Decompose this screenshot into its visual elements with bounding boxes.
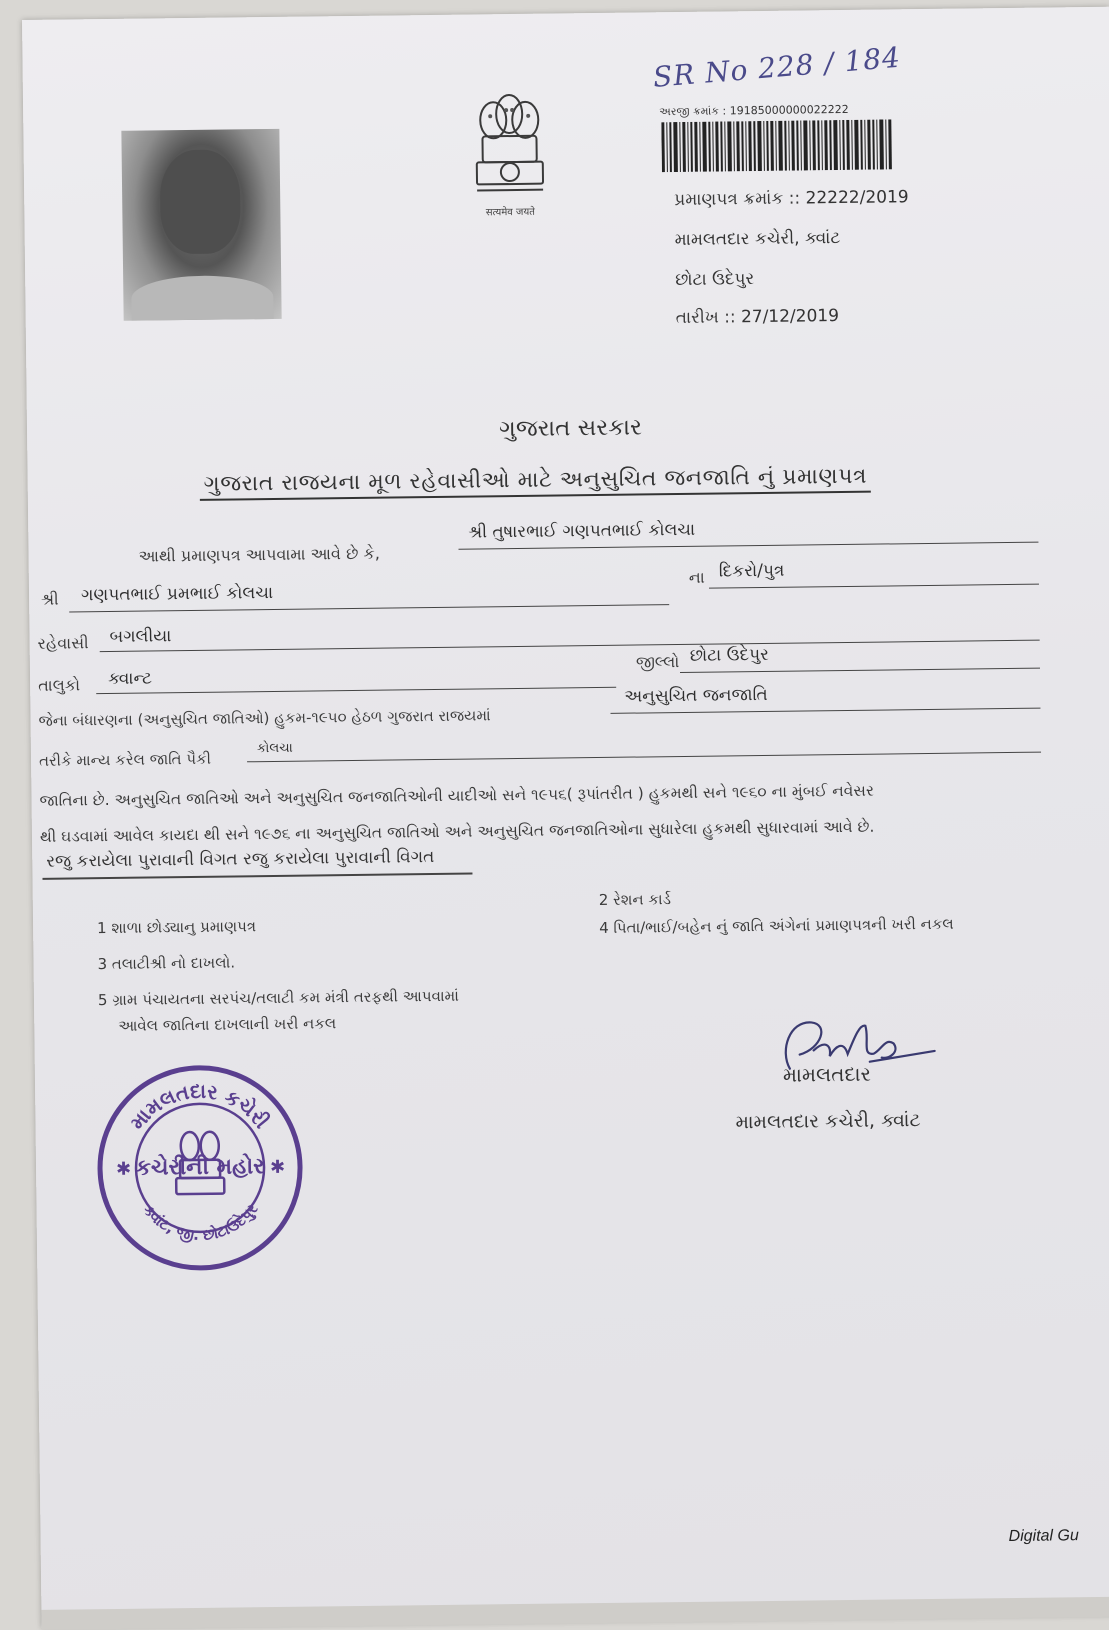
taluka: ક્વાન્ટ — [107, 668, 153, 689]
legal-paragraph-line-2: થી ઘડવામાં આવેલ કાયદા થી સને ૧૯૭૬ ના અનુસુચિત જાતિઓ અને અનુસુચિત જનજાતિઓના સુધારેલા હુકમથી સુધારવામાં આવે છે. — [39, 817, 875, 846]
relation: દિકરો/પુત્ર — [718, 560, 785, 582]
handwritten-serial-number: SR No 228 / 184 — [651, 40, 903, 94]
emblem-motto: सत्यमेव जयते — [485, 206, 536, 219]
footer-digital-gujarat: Digital Gu — [1008, 1527, 1079, 1546]
svg-text:ક્વાંટ, જી. છોટાઉદેપુર — [139, 1200, 262, 1246]
order-text: જેના બંધારણના (અનુસુચિત જાતિઓ) હુકમ-૧૯૫૦ હેઠળ ગુજરાત રાજયમાં — [38, 706, 491, 730]
underline — [680, 668, 1040, 673]
shri-label: શ્રી — [40, 589, 59, 609]
underline — [247, 752, 1041, 763]
district: છોટા ઉદેપુર — [689, 644, 769, 666]
underline — [458, 542, 1038, 550]
office-seal-stamp — [89, 1057, 312, 1280]
caste: કોલચા — [256, 740, 293, 757]
signatory-office: મામલતદાર કચેરી, ક્વાંટ — [735, 1109, 921, 1134]
legal-paragraph-line-1: જાતિના છે. અનુસુચિત જાતિઓ અને અનુસુચિત જનજાતિઓની યાદીઓ સને ૧૯૫૬( રૂપાંતરીત ) હુકમથી સને ૧૯૬૦ ના મુંબઈ નવેસર — [39, 781, 875, 810]
category: અનુસુચિત જનજાતિ — [624, 684, 768, 707]
underline — [96, 687, 616, 694]
evidence-item: 1 શાળા છોડ્યાનુ પ્રમાણપત્ર — [96, 917, 257, 938]
holder-name: શ્રી તુષારભાઈ ગણપતભાઈ કોલચા — [468, 519, 696, 543]
evidence-heading-underline — [42, 873, 472, 880]
intro-label: આથી પ્રમાણપત્ર આપવામા આવે છે કે, — [138, 543, 380, 566]
svg-text:મામલતદાર કચેરી — [125, 1078, 275, 1135]
evidence-item: 4 પિતા/ભાઈ/બહેન નું જાતિ અંગેનાં પ્રમાણપત્રની ખરી નકલ — [599, 914, 954, 938]
bottom-strip — [41, 1597, 1109, 1630]
certificate-title: ગુજરાત રાજયના મૂળ રહેવાસીઓ માટે અનુસુચિત જનજાતિ નું પ્રમાણપત્ર — [200, 464, 872, 501]
father-name: ગણપતભાઈ પ્રમભાઈ કોલચા — [80, 582, 274, 606]
resident-label: રહેવાસી — [37, 633, 89, 653]
evidence-item: 3 તલાટીશ્રી નો દાખલો. — [97, 953, 236, 974]
underline — [709, 584, 1039, 589]
signatory-title: મામલતદાર — [782, 1061, 872, 1087]
underline — [611, 708, 1041, 714]
certificate-page — [22, 7, 1109, 1628]
issuing-district: છોટા ઉદેપુર — [675, 269, 755, 291]
government-title: ગુજરાત સરકાર — [498, 414, 643, 443]
taluka-label: તાલુકો — [38, 675, 81, 695]
evidence-heading: રજુ કરાયેલા પુરાવાની વિગત રજુ કરાયેલા પુરાવાની વિગત — [46, 847, 435, 872]
certificate-number: પ્રમાણપત્ર ક્રમાંક :: 22222/2019 — [674, 187, 909, 211]
evidence-item: 5 ગ્રામ પંચાયતના સરપંચ/તલાટી કમ મંત્રી તરફથી આપવામાં — [97, 986, 459, 1010]
applicant-photo — [121, 129, 281, 321]
national-emblem — [459, 89, 561, 218]
recognised-label: તરીકે માન્ય કરેલ જાતિ પૈકી — [38, 749, 212, 770]
underline — [100, 640, 1040, 652]
na-label: ના — [688, 567, 705, 587]
application-number: અરજી ક્રમાંક : 19185000000022222 — [659, 102, 849, 119]
underline — [69, 604, 669, 612]
svg-text:✱: ✱ — [269, 1156, 286, 1179]
svg-text:✱: ✱ — [115, 1158, 132, 1180]
district-label: જીલ્લો — [635, 652, 680, 672]
seal-top-text: મામલતદાર કચેરી — [125, 1078, 274, 1135]
seal-center-text: કચેરીની મહોર — [135, 1154, 265, 1181]
seal-bottom-text: ક્વાંટ, જી. છોટાઉદેપુર — [139, 1200, 262, 1245]
issuing-office: મામલતદાર કચેરી, ક્વાંટ — [674, 228, 841, 251]
evidence-item: 2 રેશન કાર્ડ — [598, 890, 671, 910]
issue-date: તારીખ :: 27/12/2019 — [675, 306, 840, 329]
evidence-item: આવેલ જાતિના દાખલાની ખરી નકલ — [118, 1014, 337, 1035]
village: બગલીયા — [109, 626, 172, 647]
barcode — [661, 119, 894, 172]
